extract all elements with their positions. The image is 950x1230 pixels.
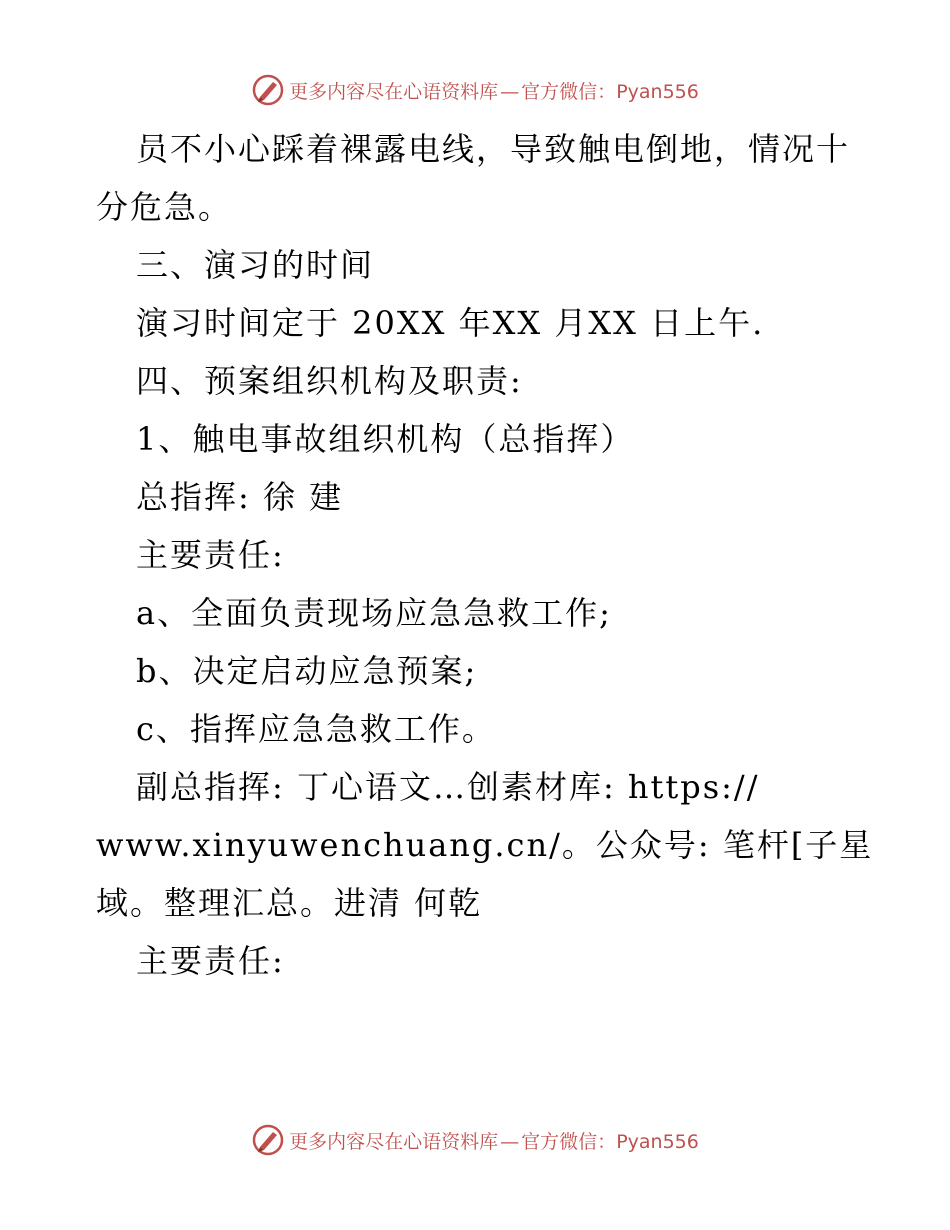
text-line: 主要责任:	[136, 942, 285, 980]
text-line: b、决定启动应急预案;	[136, 652, 478, 690]
text-line: 员不小心踩着裸露电线，导致触电倒地，情况十	[136, 130, 851, 168]
text-line: 主要责任:	[136, 536, 285, 574]
pen-logo-icon	[251, 1123, 285, 1157]
text-line: 分危急。	[96, 188, 233, 226]
text-line: 三、演习的时间	[136, 246, 375, 284]
watermark-wechat-label: 官方微信：	[521, 80, 617, 103]
text-line: 1、触电事故组织机构（总指挥）	[136, 420, 635, 458]
text-line: www.xinyuwenchuang.cn/。公众号: 笔杆[子星	[96, 826, 874, 864]
text-line: 副总指挥: 丁心语文…创素材库: https://	[136, 768, 760, 806]
header-watermark	[0, 70, 950, 110]
watermark-text	[289, 77, 699, 104]
document-body	[96, 120, 874, 990]
text-line: 总指挥: 徐 建	[136, 478, 344, 516]
watermark-site: 更多内容尽在心语资料库	[289, 80, 499, 103]
watermark-handle: Pyan556	[616, 1130, 699, 1153]
text-line: 域。整理汇总。进清 何乾	[96, 884, 483, 922]
text-line: a、全面负责现场应急急救工作;	[136, 594, 612, 632]
footer-watermark	[0, 1120, 950, 1160]
text-line: 演习时间定于 20XX 年XX 月XX 日上午.	[136, 304, 765, 342]
watermark-site: 更多内容尽在心语资料库	[289, 1130, 499, 1153]
watermark-separator: —	[500, 1130, 520, 1153]
watermark-separator: —	[500, 80, 520, 103]
pen-logo-icon	[251, 73, 285, 107]
watermark-wechat-label: 官方微信：	[521, 1130, 617, 1153]
watermark-text	[289, 1127, 699, 1154]
text-line: c、指挥应急急救工作。	[136, 710, 496, 748]
watermark-handle: Pyan556	[616, 80, 699, 103]
text-line: 四、预案组织机构及职责:	[136, 362, 523, 400]
